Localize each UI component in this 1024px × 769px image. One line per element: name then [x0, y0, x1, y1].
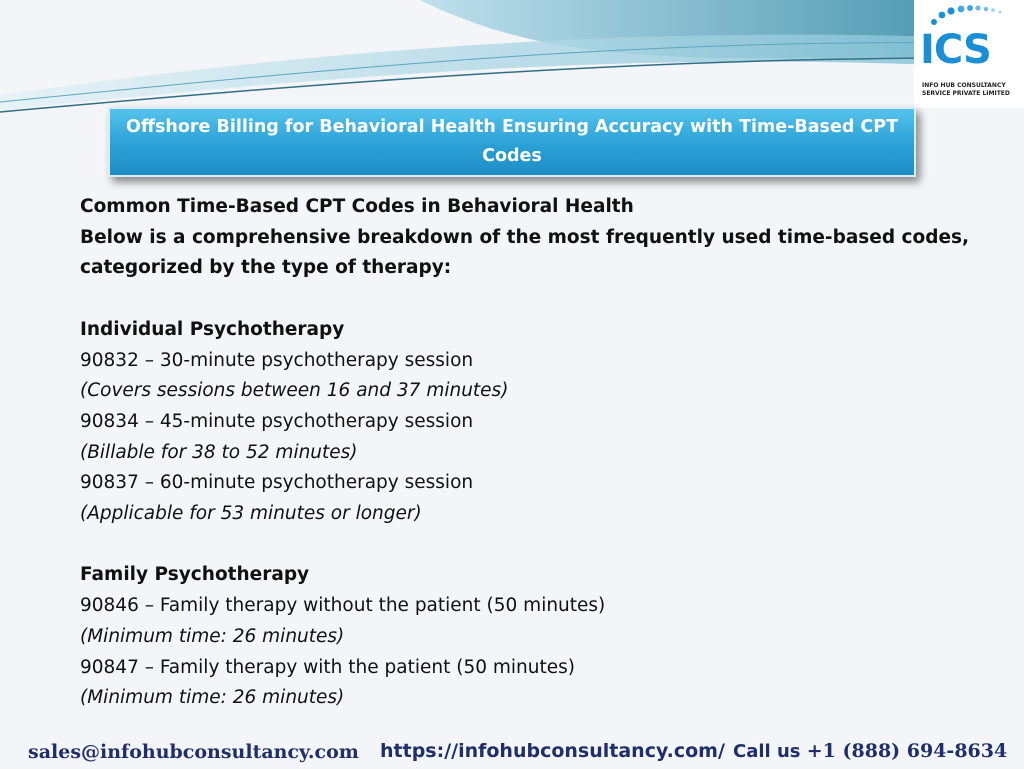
footer-email-link[interactable]: sales@infohubconsultancy.com: [28, 741, 359, 763]
slide-body: [80, 192, 1000, 714]
section-heading: Common Time-Based CPT Codes in Behavioral Health: [80, 196, 634, 217]
spacer: [80, 530, 1000, 561]
footer-phone[interactable]: [733, 740, 1007, 768]
logo-letters: ICS: [920, 27, 991, 73]
individual-heading: Individual Psychotherapy: [80, 318, 345, 340]
cpt-note-90832: (Covers sessions between 16 and 37 minutes): [80, 380, 509, 402]
cpt-note-90846: (Minimum time: 26 minutes): [80, 625, 345, 647]
company-logo: [914, 0, 1024, 108]
cpt-code-90837: 90837 – 60-minute psychotherapy session: [80, 472, 474, 494]
cpt-note-90837: (Applicable for 53 minutes or longer): [80, 503, 422, 525]
cpt-code-90847: 90847 – Family therapy with the patient (50 minutes): [80, 656, 575, 678]
logo-subtitle-line2: SERVICE PRIVATE LIMITED: [922, 90, 1010, 97]
cpt-code-90834: 90834 – 45-minute psychotherapy session: [80, 410, 474, 432]
logo-subtitle: [922, 82, 1022, 98]
slide-title: Offshore Billing for Behavioral Health Ensuring Accuracy with Time-Based CPT Codes: [108, 107, 916, 177]
intro-line-1: Below is a comprehensive breakdown of the most frequently used time-based codes,: [80, 226, 970, 248]
cpt-note-90834: (Billable for 38 to 52 minutes): [80, 441, 358, 463]
cpt-code-90832: 90832 – 30-minute psychotherapy session: [80, 349, 474, 371]
footer-website-link[interactable]: https://infohubconsultancy.com/: [380, 740, 725, 762]
family-heading: Family Psychotherapy: [80, 564, 310, 586]
footer-phone-number[interactable]: +1 (888) 694-8634: [806, 740, 1008, 762]
footer-call-label: Call us: [733, 741, 807, 762]
logo-subtitle-line1: INFO HUB CONSULTANCY: [922, 82, 1006, 89]
cpt-code-90846: 90846 – Family therapy without the patient (50 minutes): [80, 595, 606, 617]
cpt-note-90847: (Minimum time: 26 minutes): [80, 687, 345, 709]
header-decoration: [0, 0, 1024, 120]
spacer: [80, 284, 1000, 315]
intro-line-2: categorized by the type of therapy:: [80, 257, 452, 279]
